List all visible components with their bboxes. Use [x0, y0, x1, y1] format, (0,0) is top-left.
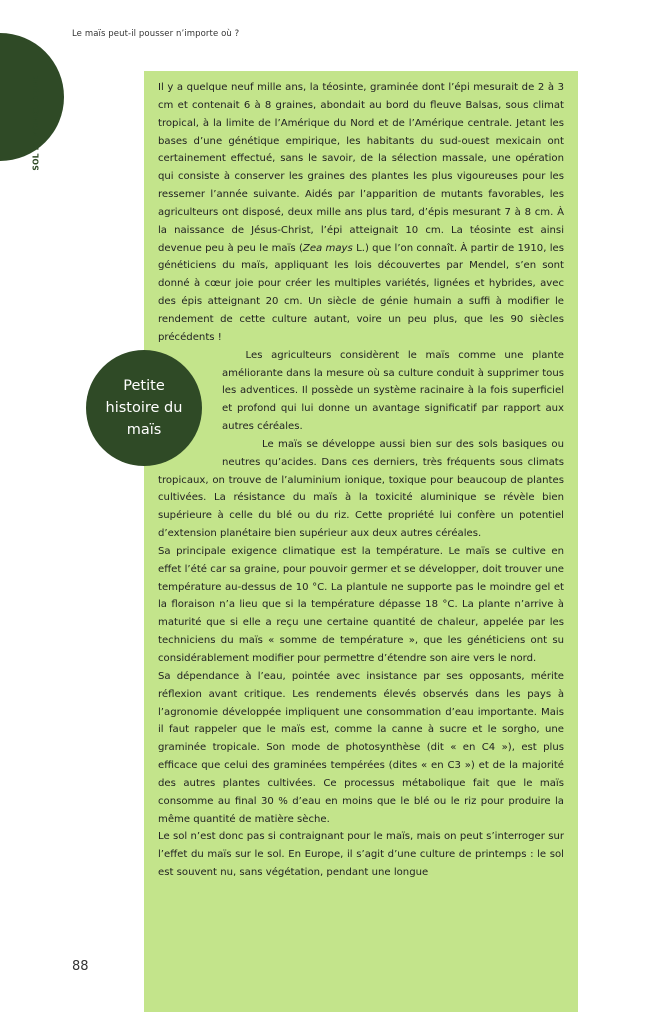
paragraph-soil-effect: Le sol n’est donc pas si contraignant pour le maïs, mais on peut s’interroger sur l’effet du maïs sur le sol. En Europe, il s’agit d’une culture de printemps : le sol est souvent nu, sans végétation, pendant une longue	[158, 831, 564, 879]
paragraph-history: Il y a quelque neuf mille ans, la téosinte, graminée dont l’épi mesurait de 2 à 3 cm et contenait 6 à 8 graines, abondait au bord du fleuve Balsas, sous climat tropical, à la limite de l’Amérique du Nord et de l’Amérique centrale. Jetant les bases d’une génétique empirique, les habitants du sud-ouest mexicain ont certainement effectué, sans le savoir, de la sélection massale, une opération qui consiste à conserver les graines des plantes les plus vigoureuses pour les ressemer l’année suivante. Aidés par l’apparition de mutants favorables, les agriculteurs ont disposé, deux mille ans plus tard, d’épis mesurant 7 à 8 cm. À la naissance de Jésus-Christ, l’épi atteignait 10 cm. La téosinte est ainsi devenue peu à peu le maïs (Zea mays L.) que l’on connaît. À partir de 1910, les généticiens du maïs, appliquant les lois découvertes par Mendel, s’en sont donné à cœur joie pour créer les multiples variétés, lignées et hybrides, avec des épis atteignant 20 cm. Un siècle de génie humain a suffi à modifier le rendement de cette culture autant, voire un peu plus, que les 90 siècles précédents !	[158, 82, 564, 343]
box-text	[158, 79, 564, 882]
paragraph-temperature: Sa principale exigence climatique est la température. Le maïs se cultive en effet l’été car sa graine, pour pouvoir germer et se développer, doit trouver une température au-dessus de 10 °C. La plantule ne supporte pas le moindre gel et la floraison n’a lieu que si la température dépasse 18 °C. La plante n’arrive à maturité que si elle a reçu une certaine quantité de chaleur, appelée par les techniciens du maïs « somme de température », que les généticiens ont su considérablement modifier pour permettre d’étendre son aire vers le nord.	[158, 545, 564, 664]
paragraph-water: Sa dépendance à l’eau, pointée avec insistance par ses opposants, mérite réflexion avant critique. Les rendements élevés observés dans les pays à l’agronomie développée impliquent une consommation d’eau importante. Mais il faut rappeler que le maïs est, comme la canne à sucre et le sorgho, une graminée tropicale. Son mode de photosynthèse (dit « en C4 »), est plus efficace que celui des graminées tempérées (dites « en C3 ») et de la majorité des autres plantes cultivées. Ce processus métabolique fait que le maïs consomme au final 30 % d’eau en moins que le blé ou le riz pour produire la même quantité de matière sèche.	[158, 670, 564, 825]
section-tab-label: SOL ET AGRICULTURE	[31, 75, 41, 171]
box-title-badge	[86, 350, 202, 466]
running-head: Le maïs peut-il pousser n’importe où ?	[72, 29, 240, 39]
box-title: Petite histoire du maïs	[105, 378, 183, 438]
page-number: 88	[72, 959, 89, 974]
paragraph-roots: Les agriculteurs considèrent le maïs comme une plante améliorante dans la mesure où sa culture conduit à supprimer tous les adventices. Il possède un système racinaire à la fois superficiel et profond qui lui donne un avantage significatif par rapport aux autres céréales.	[222, 349, 564, 433]
paragraph-soils: Le maïs se développe aussi bien sur des sols basiques ou neutres qu’acides. Dans ces derniers, très fréquents sous climats tropicaux, on trouve de l’aluminium ionique, toxique pour beaucoup de plantes cultivées. La résistance du maïs à la toxicité aluminique se révèle bien supérieure à celle du blé ou du riz. Cette propriété lui confère un potentiel d’extension planétaire bien supérieur aux deux autres céréales.	[158, 438, 564, 540]
